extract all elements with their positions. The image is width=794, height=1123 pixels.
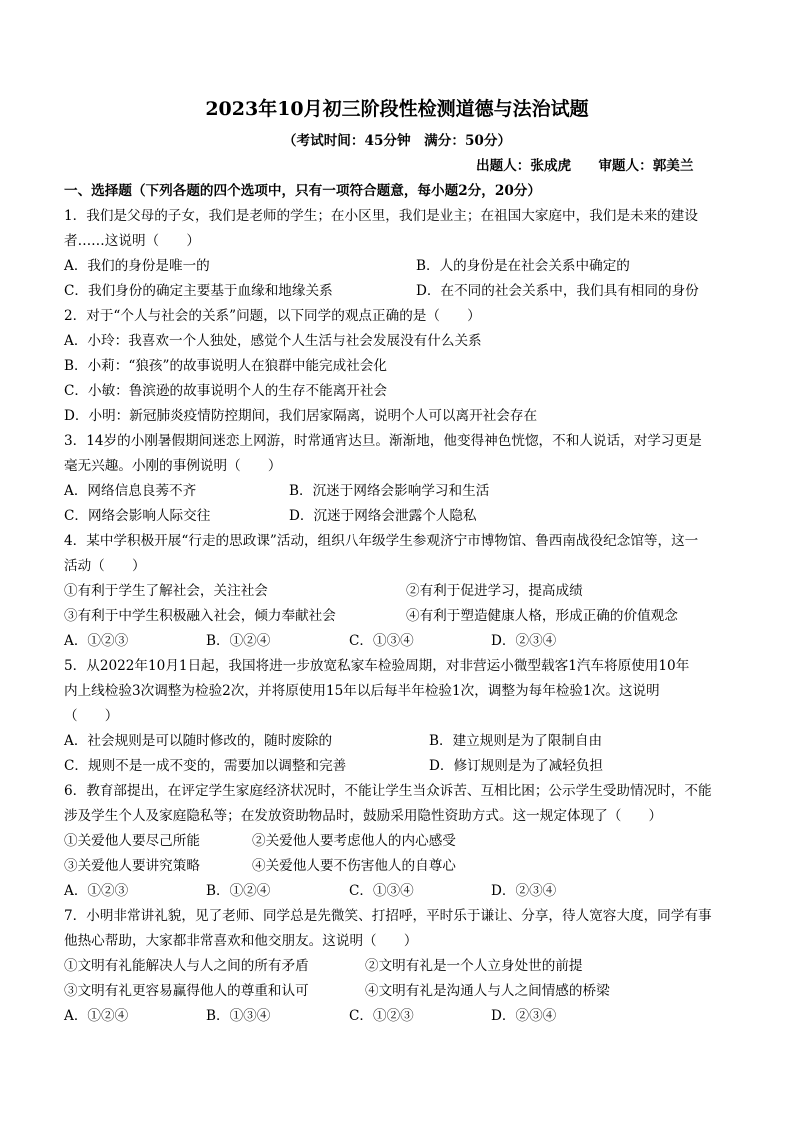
question-3-option-c: C．网络会影响人际交往 bbox=[64, 508, 211, 524]
question-7-statement-2: ②文明有礼是一个人立身处世的前提 bbox=[365, 958, 583, 974]
question-4-stem-line-2: 活动（ ） bbox=[64, 558, 146, 574]
question-6-option-a: A．①②③ bbox=[64, 883, 129, 899]
question-1-option-b: B．人的身份是在社会关系中确定的 bbox=[416, 258, 630, 274]
question-4-stem-line-1: 4．某中学积极开展“行走的思政课”活动，组织八年级学生参观济宁市博物馆、鲁西南战役纪念馆等，这一 bbox=[64, 533, 699, 549]
question-3-stem-line-2: 毫无兴趣。小刚的事例说明（ ） bbox=[64, 458, 282, 474]
question-6-statement-4: ④关爱他人要不伤害他人的自尊心 bbox=[252, 858, 456, 874]
question-4-statement-3: ③有利于中学生积极融入社会，倾力奉献社会 bbox=[64, 608, 336, 624]
question-6-stem-line-1: 6．教育部提出，在评定学生家庭经济状况时，不能让学生当众诉苦、互相比困；公示学生受助情况时，不能 bbox=[64, 783, 712, 799]
question-6-statement-3: ③关爱他人要讲究策略 bbox=[64, 858, 200, 874]
question-4-option-d: D．②③④ bbox=[491, 633, 557, 649]
question-4-option-a: A．①②③ bbox=[64, 633, 129, 649]
question-7-statement-1: ①文明有礼能解决人与人之间的所有矛盾 bbox=[64, 958, 309, 974]
question-1-option-d: D．在不同的社会关系中，我们具有相同的身份 bbox=[416, 283, 699, 299]
question-6-statement-1: ①关爱他人要尽己所能 bbox=[64, 833, 200, 849]
question-5-option-a: A．社会规则是可以随时修改的，随时废除的 bbox=[64, 733, 333, 749]
question-5-option-c: C．规则不是一成不变的，需要加以调整和完善 bbox=[64, 758, 347, 774]
page-title: 2023年10月初三阶段性检测道德与法治试题 bbox=[205, 98, 589, 120]
question-2-option-b: B．小莉：“狼孩”的故事说明人在狼群中能完成社会化 bbox=[64, 358, 387, 374]
question-4-option-c: C．①③④ bbox=[349, 633, 414, 649]
question-3-option-a: A．网络信息良莠不齐 bbox=[64, 483, 197, 499]
question-5-option-b: B．建立规则是为了限制自由 bbox=[429, 733, 603, 749]
question-6-option-c: C．①③④ bbox=[349, 883, 414, 899]
question-3-option-d: D．沉迷于网络会泄露个人隐私 bbox=[289, 508, 477, 524]
question-7-option-a: A．①②④ bbox=[64, 1008, 129, 1024]
question-5-stem-line-2: 内上线检验3次调整为检验2次，并将原使用15年以后每半年检验1次，调整为每年检验1次。这说明 bbox=[64, 683, 660, 699]
question-7-option-c: C．①②③ bbox=[349, 1008, 414, 1024]
question-5-stem-line-1: 5．从2022年10月1日起，我国将进一步放宽私家车检验周期，对非营运小微型载客1汽车将原使用10年 bbox=[64, 658, 690, 674]
question-7-option-d: D．②③④ bbox=[491, 1008, 557, 1024]
question-1-stem-line-2: 者……这说明（ ） bbox=[64, 233, 200, 249]
question-5-option-d: D．修订规则是为了减轻负担 bbox=[429, 758, 604, 774]
question-7-statement-3: ③文明有礼更容易赢得他人的尊重和认可 bbox=[64, 983, 309, 999]
question-1-option-a: A．我们的身份是唯一的 bbox=[64, 258, 210, 274]
question-3-stem-line-1: 3．14岁的小刚暑假期间迷恋上网游，时常通宵达旦。渐渐地，他变得神色恍惚，不和人说话，对学习更是 bbox=[64, 433, 702, 449]
question-5-stem-line-3: （ ） bbox=[64, 708, 119, 724]
question-4-statement-2: ②有利于促进学习，提高成绩 bbox=[406, 583, 583, 599]
question-4-statement-4: ④有利于塑造健康人格，形成正确的价值观念 bbox=[406, 608, 678, 624]
question-7-option-b: B．①③④ bbox=[206, 1008, 271, 1024]
question-2-option-d: D．小明：新冠肺炎疫情防控期间，我们居家隔离，说明个人可以离开社会存在 bbox=[64, 408, 538, 424]
question-6-option-d: D．②③④ bbox=[491, 883, 557, 899]
question-6-stem-line-2: 涉及学生个人及家庭隐私等；在发放资助物品时，鼓励采用隐性资助方式。这一规定体现了（ ） bbox=[64, 808, 663, 824]
question-4-option-b: B．①②④ bbox=[206, 633, 271, 649]
question-7-statement-4: ④文明有礼是沟通人与人之间情感的桥梁 bbox=[365, 983, 610, 999]
exam-info: （考试时间：45分钟 满分：50分） bbox=[282, 133, 512, 149]
question-1-option-c: C．我们身份的确定主要基于血缘和地缘关系 bbox=[64, 283, 333, 299]
question-7-stem-line-2: 他热心帮助，大家都非常喜欢和他交朋友。这说明（ ） bbox=[64, 933, 418, 949]
question-7-stem-line-1: 7．小明非常讲礼貌，见了老师、同学总是先微笑、打招呼，平时乐于谦让、分享，待人宽容大度，同学有事 bbox=[64, 908, 712, 924]
question-2-stem: 2．对于“个人与社会的关系”问题，以下同学的观点正确的是（ ） bbox=[64, 308, 481, 324]
question-4-statement-1: ①有利于学生了解社会，关注社会 bbox=[64, 583, 268, 599]
section-heading: 一、选择题（下列各题的四个选项中，只有一项符合题意，每小题2分，20分） bbox=[64, 183, 541, 199]
question-6-option-b: B．①②④ bbox=[206, 883, 271, 899]
author-line: 出题人：张成虎 审题人：郭美兰 bbox=[476, 158, 694, 174]
question-2-option-a: A．小玲：我喜欢一个人独处，感觉个人生活与社会发展没有什么关系 bbox=[64, 333, 482, 349]
question-6-statement-2: ②关爱他人要考虑他人的内心感受 bbox=[252, 833, 456, 849]
question-3-option-b: B．沉迷于网络会影响学习和生活 bbox=[289, 483, 490, 499]
question-2-option-c: C．小敏：鲁滨逊的故事说明个人的生存不能离开社会 bbox=[64, 383, 388, 399]
question-1-stem-line-1: 1．我们是父母的子女，我们是老师的学生；在小区里，我们是业主；在祖国大家庭中，我们是未来的建设 bbox=[64, 208, 698, 224]
